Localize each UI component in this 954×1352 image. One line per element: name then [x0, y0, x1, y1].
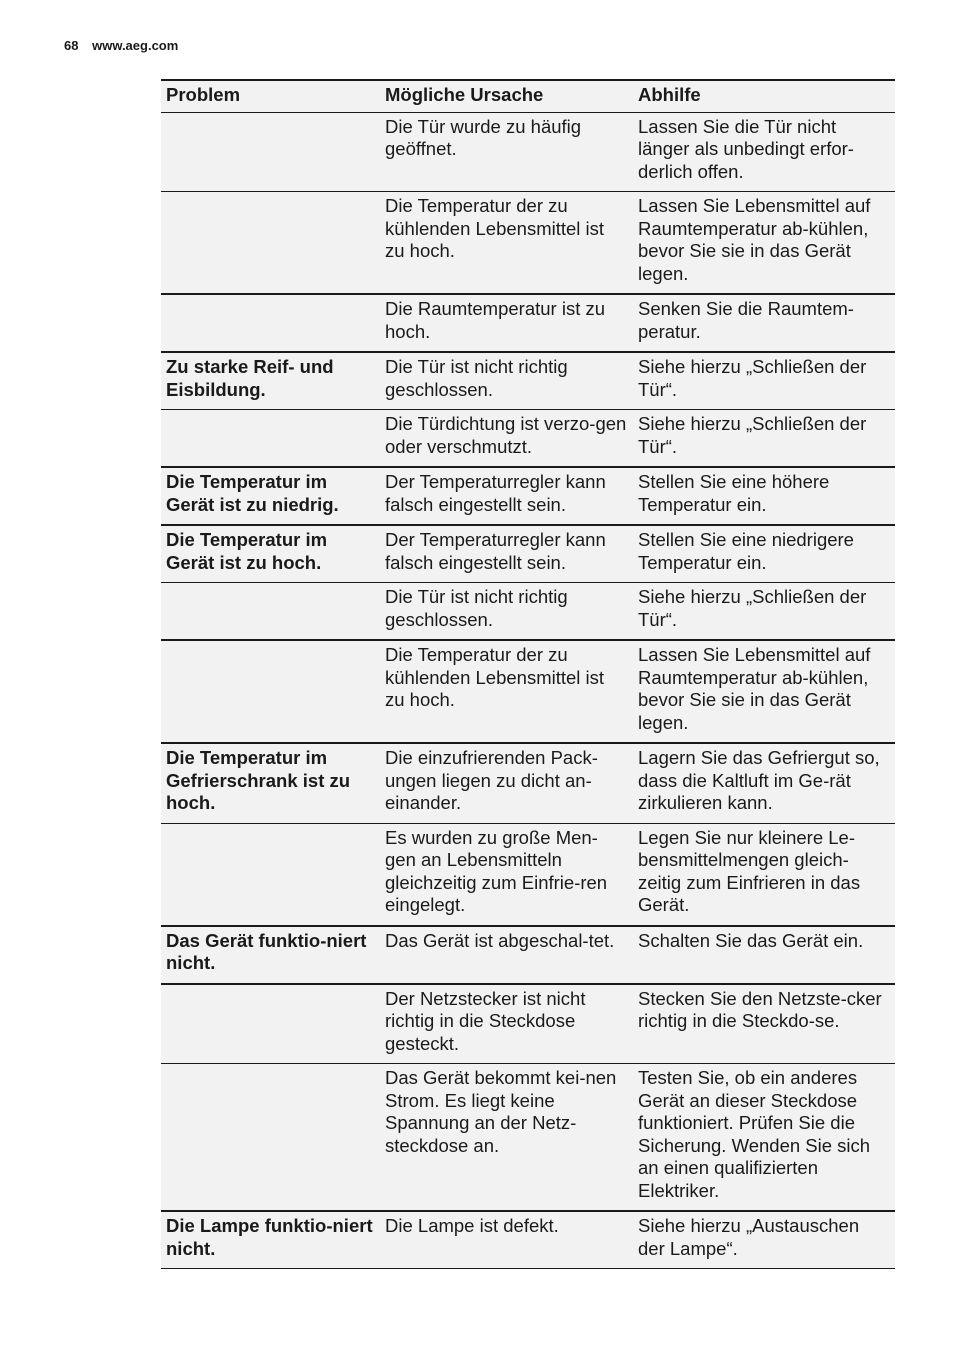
page-number: 68: [64, 38, 79, 53]
remedy-cell: Senken Sie die Raumtem-peratur.: [633, 294, 895, 352]
remedy-cell: Siehe hierzu „Schließen der Tür“.: [633, 410, 895, 468]
table-row: [161, 525, 895, 583]
problem-cell: Die Temperatur im Gefrierschrank ist zu hoch.: [161, 743, 380, 823]
cause-cell: Der Netzstecker ist nicht richtig in die Steckdose gesteckt.: [380, 984, 633, 1064]
table-row: [161, 1064, 895, 1212]
problem-cell: [161, 192, 380, 295]
table-row: [161, 926, 895, 984]
cause-cell: Die Raumtemperatur ist zu hoch.: [380, 294, 633, 352]
table-row: [161, 823, 895, 926]
remedy-cell: Stecken Sie den Netzste-cker richtig in die Steckdo-se.: [633, 984, 895, 1064]
problem-cell: Die Temperatur im Gerät ist zu niedrig.: [161, 467, 380, 525]
problem-cell: Zu starke Reif- und Eisbildung.: [161, 352, 380, 410]
cause-cell: Es wurden zu große Men-gen an Lebensmitteln gleichzeitig zum Einfrie-ren eingelegt.: [380, 823, 633, 926]
cause-cell: Die Tür ist nicht richtig geschlossen.: [380, 583, 633, 641]
problem-cell: Die Temperatur im Gerät ist zu hoch.: [161, 525, 380, 583]
remedy-cell: Stellen Sie eine niedrigere Temperatur ein.: [633, 525, 895, 583]
cause-cell: Der Temperaturregler kann falsch eingestellt sein.: [380, 467, 633, 525]
table-row: [161, 583, 895, 641]
remedy-cell: Stellen Sie eine höhere Temperatur ein.: [633, 467, 895, 525]
remedy-cell: Siehe hierzu „Schließen der Tür“.: [633, 583, 895, 641]
column-header-remedy: Abhilfe: [633, 80, 895, 112]
table-row: [161, 1211, 895, 1269]
cause-cell: Die Tür wurde zu häufig geöffnet.: [380, 112, 633, 192]
column-header-cause: Mögliche Ursache: [380, 80, 633, 112]
table-body: [161, 112, 895, 1269]
cause-cell: Der Temperaturregler kann falsch eingestellt sein.: [380, 525, 633, 583]
remedy-cell: Siehe hierzu „Schließen der Tür“.: [633, 352, 895, 410]
problem-cell: [161, 640, 380, 743]
cause-cell: Die Tür ist nicht richtig geschlossen.: [380, 352, 633, 410]
cause-cell: Die Türdichtung ist verzo-gen oder verschmutzt.: [380, 410, 633, 468]
table-row: [161, 984, 895, 1064]
remedy-cell: Siehe hierzu „Austauschen der Lampe“.: [633, 1211, 895, 1269]
problem-cell: [161, 984, 380, 1064]
table-header-row: [161, 80, 895, 112]
problem-cell: Das Gerät funktio-niert nicht.: [161, 926, 380, 984]
remedy-cell: Testen Sie, ob ein anderes Gerät an dieser Steckdose funktioniert. Prüfen Sie die Sicherung. Wenden Sie sich an einen qualifizierten Elektriker.: [633, 1064, 895, 1212]
remedy-cell: Lassen Sie Lebensmittel auf Raumtemperatur ab-kühlen, bevor Sie sie in das Gerät legen.: [633, 192, 895, 295]
remedy-cell: Lassen Sie die Tür nicht länger als unbedingt erfor-derlich offen.: [633, 112, 895, 192]
table-row: [161, 743, 895, 823]
table-row: [161, 467, 895, 525]
problem-cell: [161, 410, 380, 468]
cause-cell: Die Temperatur der zu kühlenden Lebensmittel ist zu hoch.: [380, 640, 633, 743]
cause-cell: Die einzufrierenden Pack-ungen liegen zu dicht an-einander.: [380, 743, 633, 823]
table-row: [161, 352, 895, 410]
troubleshooting-table: [161, 79, 895, 1269]
column-header-problem: Problem: [161, 80, 380, 112]
table-row: [161, 640, 895, 743]
page-header: [64, 38, 178, 53]
table-row: [161, 294, 895, 352]
problem-cell: [161, 823, 380, 926]
remedy-cell: Lagern Sie das Gefriergut so, dass die Kaltluft im Ge-rät zirkulieren kann.: [633, 743, 895, 823]
remedy-cell: Schalten Sie das Gerät ein.: [633, 926, 895, 984]
table-row: [161, 192, 895, 295]
cause-cell: Die Lampe ist defekt.: [380, 1211, 633, 1269]
problem-cell: [161, 1064, 380, 1212]
problem-cell: [161, 112, 380, 192]
problem-cell: Die Lampe funktio-niert nicht.: [161, 1211, 380, 1269]
table-row: [161, 410, 895, 468]
cause-cell: Das Gerät ist abgeschal-tet.: [380, 926, 633, 984]
website-url: www.aeg.com: [92, 38, 179, 53]
problem-cell: [161, 294, 380, 352]
cause-cell: Das Gerät bekommt kei-nen Strom. Es liegt keine Spannung an der Netz-steckdose an.: [380, 1064, 633, 1212]
cause-cell: Die Temperatur der zu kühlenden Lebensmittel ist zu hoch.: [380, 192, 633, 295]
remedy-cell: Lassen Sie Lebensmittel auf Raumtemperatur ab-kühlen, bevor Sie sie in das Gerät legen.: [633, 640, 895, 743]
remedy-cell: Legen Sie nur kleinere Le-bensmittelmengen gleich-zeitig zum Einfrieren in das Gerät.: [633, 823, 895, 926]
problem-cell: [161, 583, 380, 641]
table-row: [161, 112, 895, 192]
